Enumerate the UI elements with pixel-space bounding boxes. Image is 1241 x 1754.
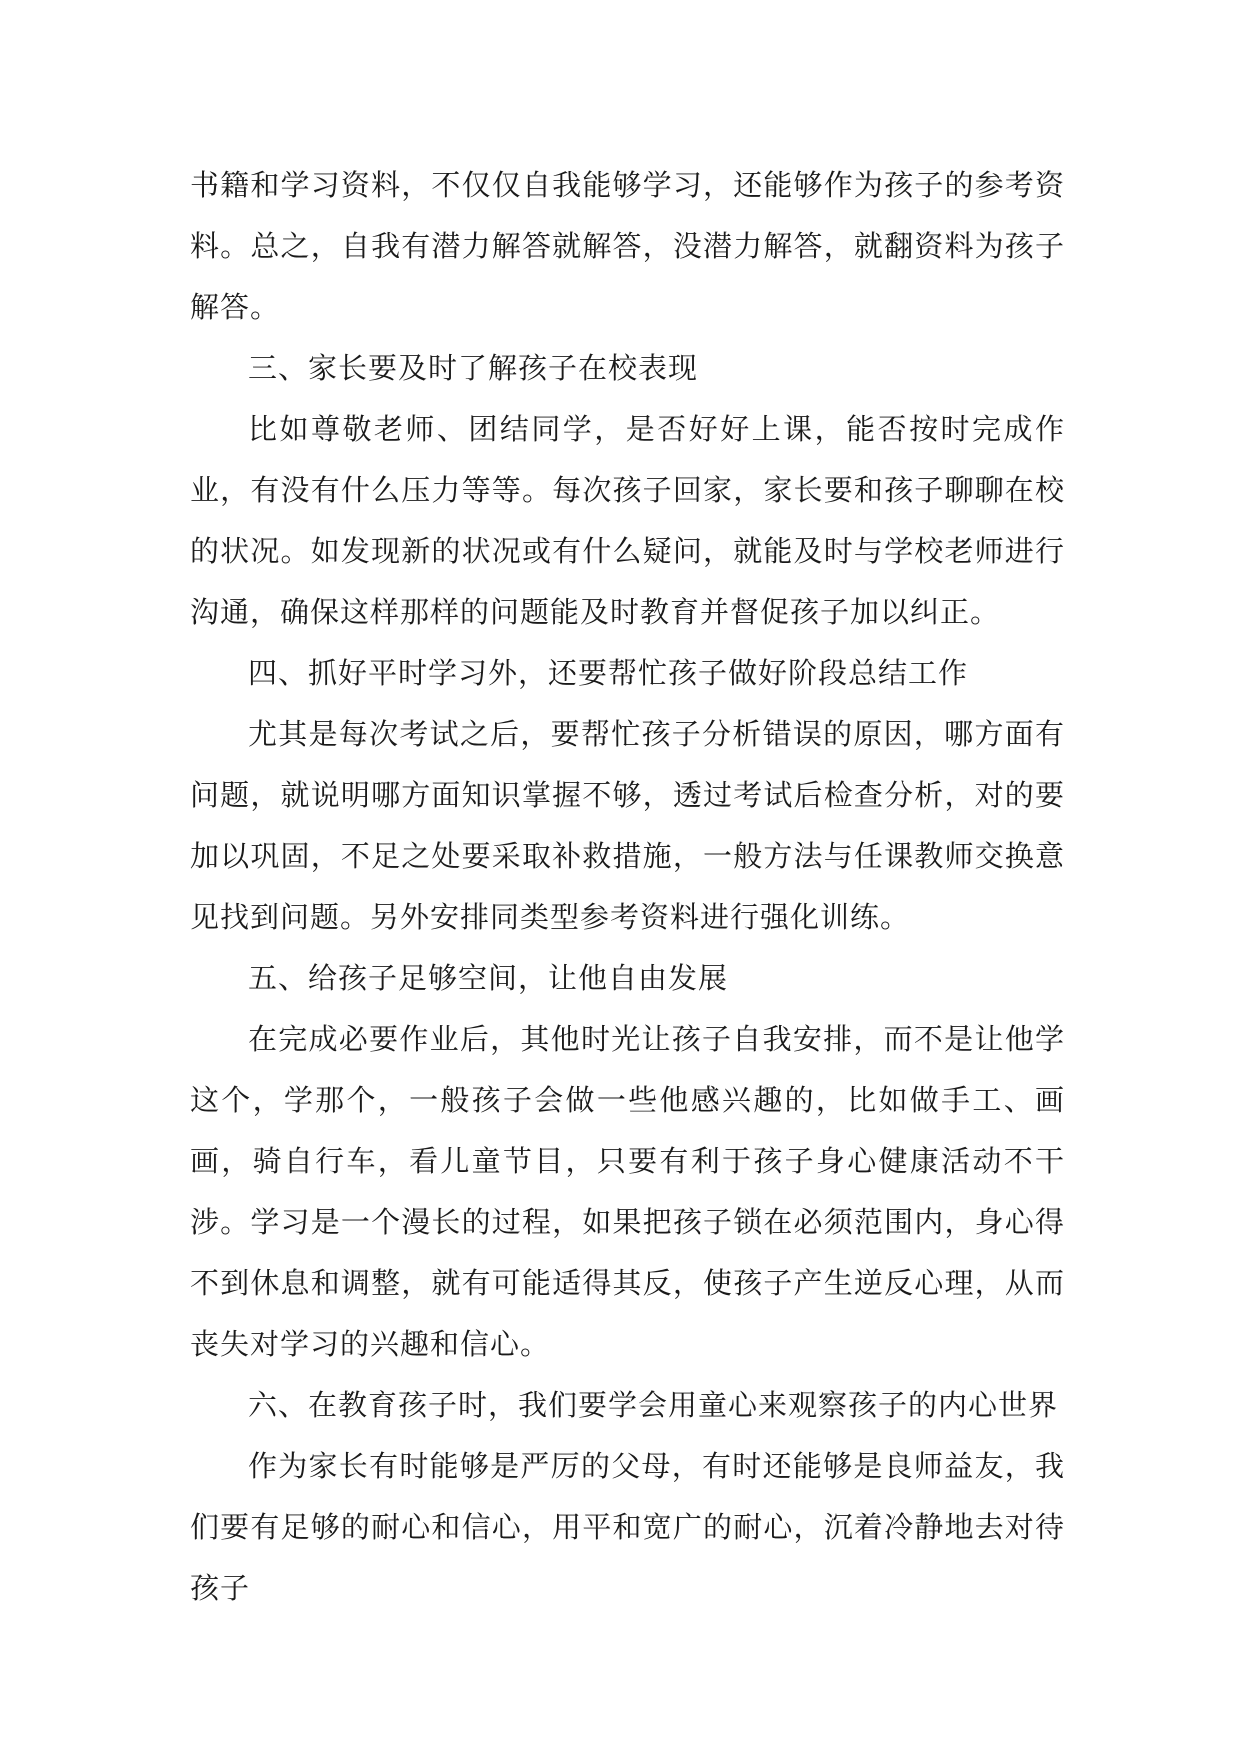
paragraph-continued: 书籍和学习资料，不仅仅自我能够学习，还能够作为孩子的参考资料。总之，自我有潜力解答就解答，没潜力解答，就翻资料为孩子解答。 [190, 168, 1065, 324]
section-heading-4: 四、抓好平时学习外，还要帮忙孩子做好阶段总结工作 [248, 656, 969, 690]
paragraph-body: 比如尊敬老师、团结同学，是否好好上课，能否按时完成作业，有没有什么压力等等。每次孩子回家，家长要和孩子聊聊在校的状况。如发现新的状况或有什么疑问，就能及时与学校老师进行沟通，确保这样那样的问题能及时教育并督促孩子加以纠正。 [190, 412, 1065, 629]
paragraph-body: 尤其是每次考试之后，要帮忙孩子分析错误的原因，哪方面有问题，就说明哪方面知识掌握不够，透过考试后检查分析，对的要加以巩固，不足之处要采取补救措施，一般方法与任课教师交换意见找到问题。另外安排同类型参考资料进行强化训练。 [190, 717, 1065, 934]
section-heading-6: 六、在教育孩子时，我们要学会用童心来观察孩子的内心世界 [248, 1388, 1059, 1422]
document-body [190, 155, 1065, 1619]
section-heading-5: 五、给孩子足够空间，让他自由发展 [248, 961, 729, 995]
section-heading-3: 三、家长要及时了解孩子在校表现 [248, 351, 699, 385]
paragraph-body: 作为家长有时能够是严厉的父母，有时还能够是良师益友，我们要有足够的耐心和信心，用平和宽广的耐心，沉着冷静地去对待孩子 [190, 1449, 1065, 1605]
paragraph-body: 在完成必要作业后，其他时光让孩子自我安排，而不是让他学这个，学那个，一般孩子会做一些他感兴趣的，比如做手工、画画，骑自行车，看儿童节目，只要有利于孩子身心健康活动不干涉。学习是一个漫长的过程，如果把孩子锁在必须范围内，身心得不到休息和调整，就有可能适得其反，使孩子产生逆反心理，从而丧失对学习的兴趣和信心。 [190, 1022, 1065, 1361]
